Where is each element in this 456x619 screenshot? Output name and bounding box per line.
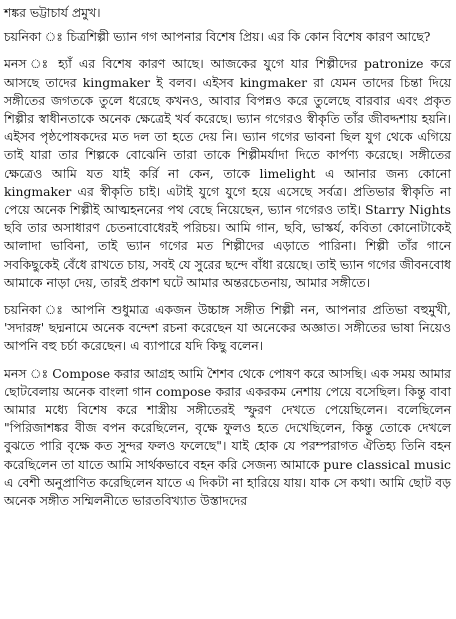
question-paragraph: চয়নিকা ঃ চিত্রশিল্পী ভ্যান গগ আপনার বিশেষ প্রিয়। এর কি কোন বিশেষ কারণ আছে?	[4, 29, 431, 45]
answer-paragraph: মনস ঃ Compose করার আগ্রহ আমি শৈশব থেকে পোষণ করে আসছি। এক সময় আমার ছোটবেলায় অনেক বাংলা গান compose করার একরকম নেশায় পেয়ে বসেছিল। কিন্তু বাবা আমার মধ্যে বিশেষ করে শাস্ত্রীয় সঙ্গীতেরই স্ফুরণ দেখতে পেয়েছিলেন। বলেছিলেন "পিরিজাশঙ্কর বীজ বপন করেছিলেন, বৃক্ষে ফুলও হতে দেখেছিলেন, কিন্তু তোকে দেখলে বুঝতে পারি বৃক্ষে কত সুন্দর ফলও ফলেছে"। যাই হোক যে পরম্পরাগত ঐতিহ্য তিনি বহন করেছিলেন তা যাতে আমি সার্থকভাবে বহন করি সেজন্য আমাকে pure classical music এ বেশী অনুপ্রাণিত করেছিলেন যাতে এ দিকটা না হারিয়ে যায়। যাক সে কথা। আমি ছোট বড় অনেক সঙ্গীত সম্মিলনীতে ভারতবিখ্যাত উস্তাদদের	[4, 365, 451, 509]
question-paragraph: চয়নিকা ঃ আপনি শুধুমাত্র একজন উচ্চাঙ্গ সঙ্গীত শিল্পী নন, আপনার প্রতিভা বহুমুখী, 'সদারঙ্গ' ছদ্মনামে অনেক বন্দেশ রচনা করেছেন যা অনেকের অজ্ঞাত। সঙ্গীতের ভাষা নিয়েও আপনি বহু চর্চা করেছেন। এ ব্যাপারে যদি কিছু বলেন।	[4, 302, 451, 354]
answer-paragraph: মনস ঃ হ্যাঁ এর বিশেষ কারণ আছে। আজকের যুগে যার শিল্পীদের patronize করে আসছে তাদের kingmaker ই বলব। এইসব kingmaker রা যেমন তাদের চিন্তা দিয়ে সঙ্গীতের জগতকে তুলে ধরেছে কখনও, আবার বিপন্নও করে তুলেছে বারবার এবং প্রকৃত শিল্পীর স্বাধীনতাকে অনেক ক্ষেত্রেই খর্ব করেছে। ভ্যান গগেরও স্বীকৃতি তাঁর জীবদ্দশায় হয়নি। এইসব পৃষ্ঠপোষকদের মত দল তা হতে দেয় নি। ভ্যান গগের ভাবনা ছিল যুগ থেকে এগিয়ে তাই যারা তার শিল্পকে বোঝেনি তারা তাকে শিল্পীমর্যাদা দিতে কার্পণ্য করেছে। সঙ্গীতের ক্ষেত্রেও আমি যত যাই কর্রি না কেন, তাকে limelight এ আনার জন্য কোনো kingmaker এর স্বীকৃতি চাই। এটাই যুগে যুগে হয়ে এসেছে সর্বত্র। প্রতিভার স্বীকৃতি না পেয়ে অনেক শিল্পীই আত্মহননের পথ বেছে নিয়েছেন, ভ্যান গগেরও তাই। Starry Nights ছবি তার অসাধারণ চেতনাবোধেরই পরিচয়। আমি গান, ছবি, ভাস্কর্য, কবিতা কোনোটাকেই আলাদা ভাবিনা, তাই ভ্যান গগের মত শিল্পীদের এড়াতে পারিনা। শিল্পী তাঁর গানে সবকিছুকেই বেঁধে রাখতে চায়, সবই যে সুরের ছন্দে বাঁধা রয়েছে। তাই ভ্যান গগের জীবনবোধ আমাকে নাড়া দেয়, তারই প্রকাশ ঘটে আমার অন্তরচেতনায়, আমার সঙ্গীতে।	[4, 56, 451, 290]
paragraph-gap	[4, 292, 451, 301]
paragraph-gap	[4, 46, 451, 55]
paragraph-gap	[4, 356, 451, 365]
intro-fragment: শঙ্কর ভট্টাচার্য প্রমুখ।	[4, 5, 101, 20]
